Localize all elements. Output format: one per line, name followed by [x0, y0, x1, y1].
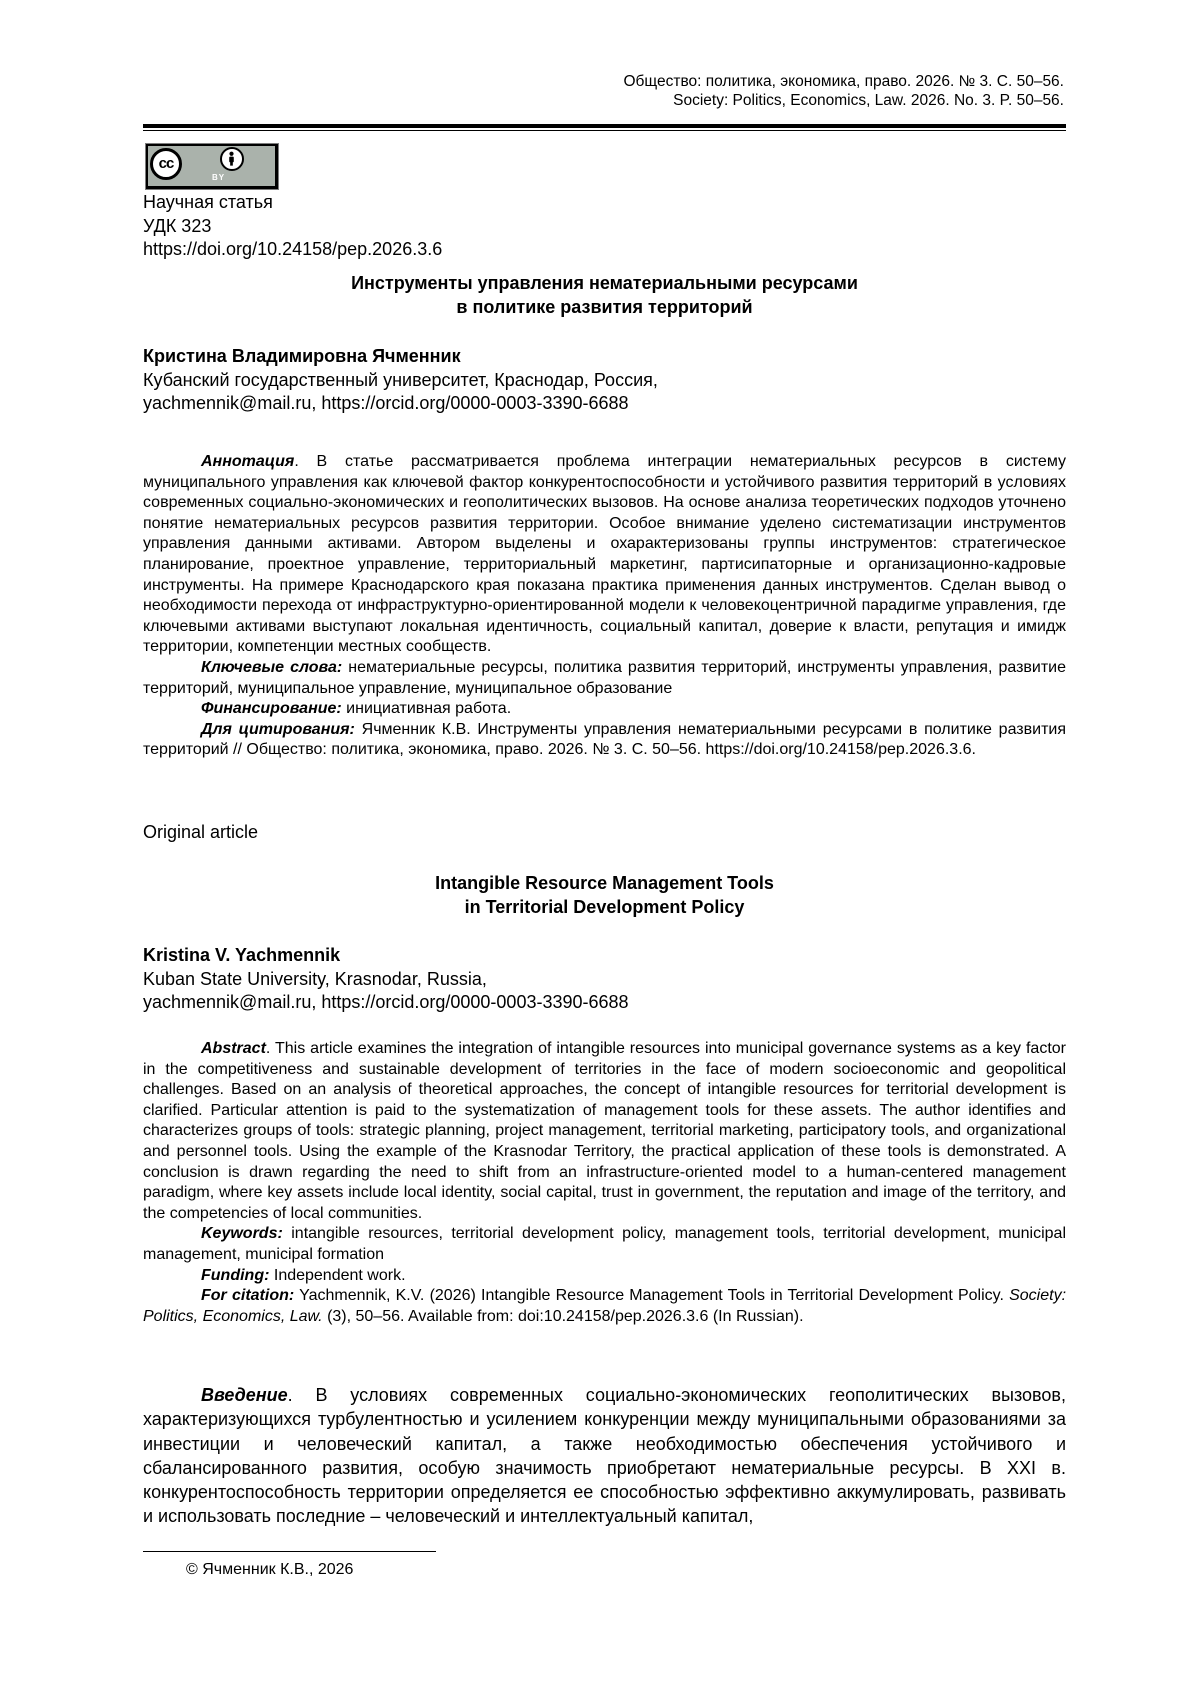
- introduction-text: . В условиях современных социально-экономических геополитических вызовов, характеризующихся турбулентностью и усилением конкуренции между муниципальными образованиями за инвестиции и человеческий капитал, а также необходимостью обеспечения устойчивого и сбалансированного развития, особую значимость приобретают нематериальные ресурсы. В XXI в. конкурентоспособность территории определяется ее способностью эффективно аккумулировать, развивать и использовать последние – человеческий и интеллектуальный капитал,: [143, 1385, 1066, 1527]
- abstract-en: [143, 1039, 1066, 1327]
- attribution-person-icon: [220, 147, 244, 171]
- cc-icon: cc: [150, 148, 182, 180]
- running-header: [623, 72, 1064, 110]
- introduction-label: Введение: [201, 1385, 288, 1405]
- author-contacts-ru[interactable]: yachmennik@mail.ru, https://orcid.org/0000-0003-3390-6688: [143, 393, 629, 413]
- header-rule-thick: [143, 124, 1066, 128]
- title-en-line-2: in Territorial Development Policy: [464, 896, 745, 917]
- title-ru-line-2: в политике развития территорий: [456, 296, 753, 317]
- funding-ru-text: инициативная работа.: [341, 700, 512, 718]
- abstract-en-text: . This article examines the integration of intangible resources into municipal governance systems as a key factor in the competitiveness and sustainable development of territories in the face of modern socioeconomic and geopolitical challenges. Based on an analysis of theoretical approaches, the concept of intangible resources for territorial development is clarified. Particular attention is paid to the systematization of management tools for these assets. The author identifies and characterizes groups of tools: strategic planning, project management, territorial marketing, participatory tools, and organizational and personnel tools. Using the example of the Krasnodar Territory, the practical application of these tools is demonstrated. A conclusion is drawn regarding the need to shift from an infrastructure-oriented model to a human-centered management paradigm, where key assets include local identity, social capital, trust in government, the reputation and image of the territory, and the competencies of local communities.: [143, 1040, 1066, 1222]
- abstract-ru-text: . В статье рассматривается проблема интеграции нематериальных ресурсов в систему муниципального управления как ключевой фактор конкурентоспособности и устойчивого развития территорий в условиях современных социально-экономических и геополитических вызовов. На основе анализа теоретических подходов уточнено понятие нематериальных ресурсов развития территории. Особое внимание уделено систематизации инструментов управления данными активами. Автором выделены и охарактеризованы группы инструментов: стратегическое планирование, проектное управление, территориальный маркетинг, партисипаторные и организационно-кадровые инструменты. На примере Краснодарского края показана практика применения данных инструментов. Сделан вывод о необходимости перехода от инфраструктурно-ориентированной модели к человекоцентричной парадигме управления, где ключевыми активами выступают локальная идентичность, социальный капитал, доверие к власти, репутация и имидж территории, компетенции местных сообществ.: [143, 453, 1066, 656]
- author-name-en: Kristina V. Yachmennik: [143, 945, 341, 965]
- citation-en: [143, 1286, 1066, 1327]
- udc-code: УДК 323: [143, 215, 212, 236]
- author-block-en: [143, 944, 629, 1015]
- keywords-ru: [143, 658, 1066, 699]
- funding-en-text: Independent work.: [269, 1266, 406, 1284]
- keywords-ru-label: Ключевые слова:: [201, 658, 343, 676]
- copyright-footnote: © Ячменник К.В., 2026: [186, 1561, 354, 1578]
- article-type-ru: Научная статья: [143, 192, 273, 212]
- keywords-en-text: intangible resources, territorial development policy, management tools, territorial development, municipal management, municipal formation: [143, 1225, 1066, 1263]
- citation-ru-text: Ячменник К.В. Инструменты управления нематериальными ресурсами в политике развития территорий // Общество: политика, экономика, право. 2026. № 3. С. 50–56. https://doi.org/10.24158/pep.2026.3.6.: [143, 720, 1067, 759]
- article-title-ru: [143, 272, 1066, 319]
- title-ru-line-1: Инструменты управления нематериальными ресурсами: [351, 273, 858, 293]
- doi-link[interactable]: https://doi.org/10.24158/pep.2026.3.6: [143, 239, 443, 259]
- abstract-ru-label: Аннотация: [201, 453, 295, 470]
- introduction-paragraph: [143, 1383, 1066, 1529]
- title-en-line-1: Intangible Resource Management Tools: [435, 873, 774, 893]
- author-name-ru: Кристина Владимировна Ячменник: [143, 346, 461, 366]
- article-title-en: [143, 872, 1066, 919]
- funding-ru: [143, 699, 1066, 720]
- abstract-ru: [143, 452, 1066, 761]
- cc-by-icon[interactable]: [145, 143, 279, 190]
- author-block-ru: [143, 345, 658, 416]
- author-affiliation-en: Kuban State University, Krasnodar, Russia,: [143, 968, 487, 989]
- author-affiliation-ru: Кубанский государственный университет, Краснодар, Россия,: [143, 369, 658, 390]
- footnote-rule: [143, 1551, 436, 1552]
- abstract-ru-paragraph: [143, 452, 1066, 658]
- article-meta-ru: [143, 191, 442, 262]
- abstract-en-paragraph: [143, 1039, 1066, 1224]
- author-contacts-en[interactable]: yachmennik@mail.ru, https://orcid.org/0000-0003-3390-6688: [143, 992, 629, 1012]
- keywords-ru-text: нематериальные ресурсы, политика развития территорий, инструменты управления, развитие территорий, муниципальное управление, муниципальное образование: [143, 658, 1067, 697]
- by-label: BY: [212, 173, 226, 182]
- introduction: [143, 1383, 1066, 1529]
- funding-en-label: Funding:: [201, 1266, 270, 1284]
- running-header-en: Society: Politics, Economics, Law. 2026. No. 3. P. 50–56.: [673, 92, 1064, 109]
- citation-en-text-a: Yachmennik, K.V. (2026) Intangible Resource Management Tools in Territorial Development Policy.: [294, 1287, 1010, 1305]
- keywords-en: [143, 1224, 1066, 1265]
- keywords-en-label: Keywords:: [201, 1225, 283, 1243]
- funding-en: [143, 1266, 1066, 1287]
- article-type-en: Original article: [143, 822, 259, 842]
- citation-ru: [143, 720, 1066, 761]
- header-rule-thin: [143, 130, 1066, 131]
- running-header-ru: Общество: политика, экономика, право. 2026. № 3. С. 50–56.: [623, 73, 1064, 90]
- funding-ru-label: Финансирование:: [201, 700, 342, 718]
- abstract-en-label: Abstract: [201, 1040, 266, 1057]
- citation-en-label: For citation:: [201, 1287, 295, 1305]
- citation-ru-label: Для цитирования:: [201, 720, 355, 738]
- citation-en-journal: Society: Politics, Economics, Law.: [143, 1287, 1067, 1325]
- citation-en-text-b: (3), 50–56. Available from: doi:10.24158/pep.2026.3.6 (In Russian).: [322, 1307, 804, 1325]
